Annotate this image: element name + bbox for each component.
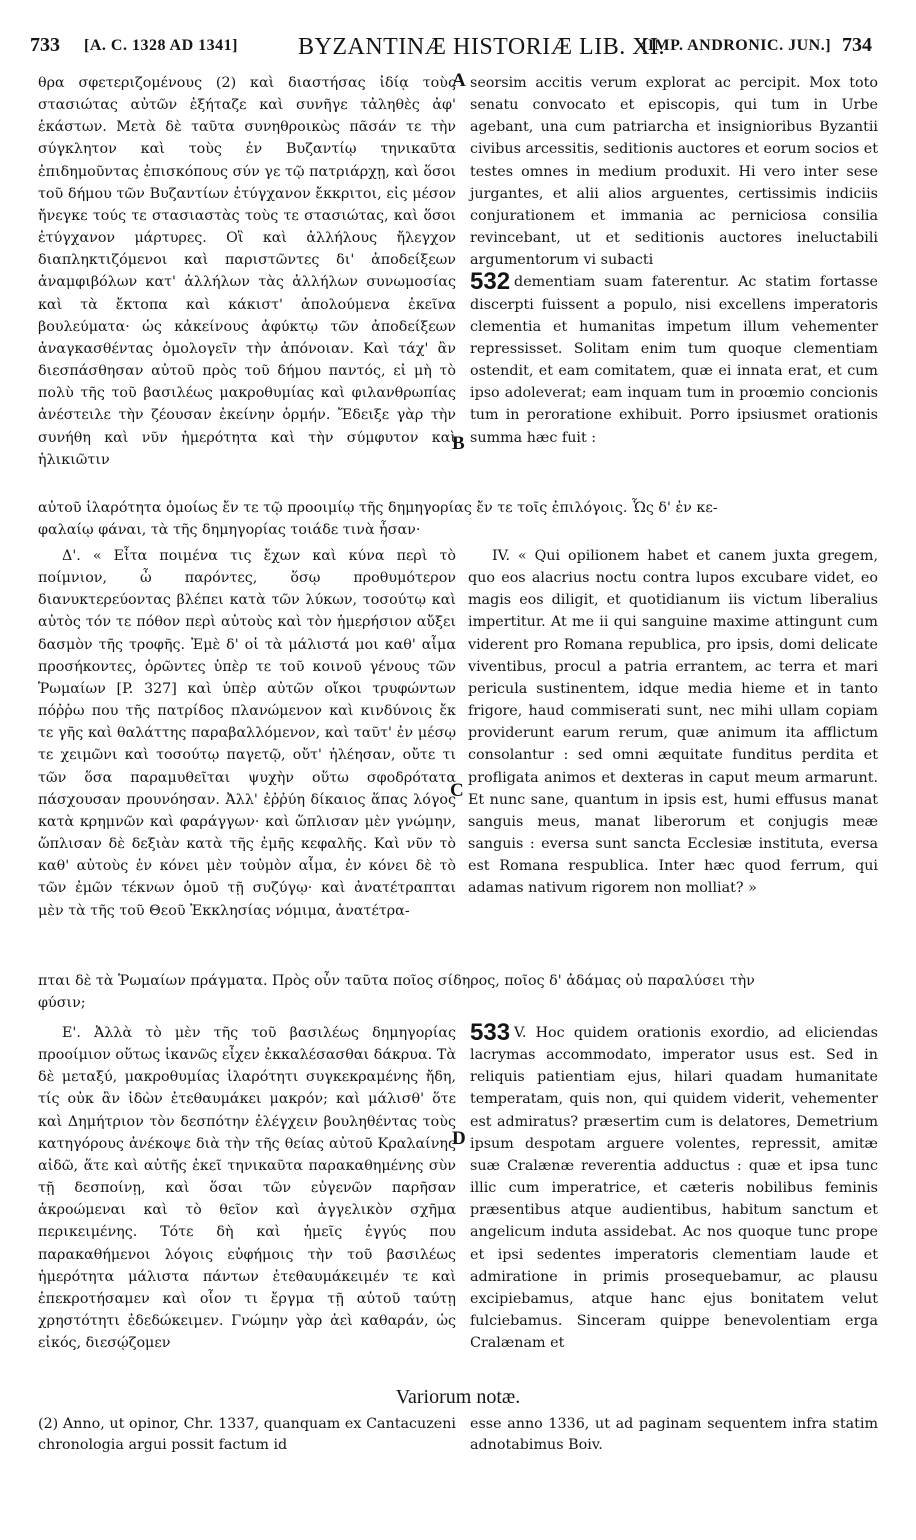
left-page-number: 733 [30,34,60,56]
notes-heading: Variorum notæ. [395,1386,521,1408]
running-header [30,32,890,62]
margin-letter-d: D [452,1128,466,1149]
margin-letter-c: C [450,780,464,801]
full-width-line: πται δὲ τὰ Ῥωμαίων πράγματα. Πρὸς οὖν ταῦτα ποῖος σίδηρος, ποῖος δ' ἀδάμας οὐ παραλύσει τὴν [38,973,755,989]
full-width-line: φύσιν; [38,995,86,1011]
greek-paragraph: θρα σφετεριζομένους (2) καὶ διαστήσας ἰδίᾳ τοὺς στασιώτας αὐτῶν ἐξήταζε καὶ συνῆγε τἀληθὲς ἀφ' ἑκάστων. Μετὰ δὲ ταῦτα συνηθροικὼς πᾶσάν τε τὴν σύγκλητον καὶ τοὺς ἐν Βυζαντίῳ τηνικαῦτα ἐπιδημοῦντας ἐπισκόπους σύν γε τῷ πατριάρχῃ, καὶ ὅσοι τοῦ δήμου τῶν Βυζαντίων ἐτύγχανον ἔκκριτοι, εἰς μέσον ἤνεγκε τούς τε στασιαστὰς τοὺς τε στασιώτας, καὶ ὅσοι ἐτύγχανον μάρτυρες. Οἳ καὶ ἀλλήλους ἤλεγχον διαπληκτιζόμενοι καὶ παριστῶντες δι' ἀποδείξεων ἀναμφιβόλων κατ' ἀλλήλων τὰς ἀλλήλων συνωμοσίας καὶ τὰ ἔκτοπα καὶ κάκιστ' ἀπολούμενα ἐκεῖνα βουλεύματα· ὡς κἀκείνους ἀφύκτῳ τῶν ἀποδείξεων ἀναγκασθέντας ὁμολογεῖν τὴν ἀπόνοιαν. Καὶ τάχ' ἂν διεσπάσθησαν αὐτοῦ πρὸς τοῦ δήμου παντός, εἰ μὴ τὸ πολὺ τῆς τοῦ βασιλέως μακροθυμίας καὶ φιλανθρωπίας ἀνέστειλε τὴν ζέουσαν ἐκείνην ὁρμήν. Ἔδειξε γὰρ τὴν συνήθη καὶ νῦν ἡμερότητα καὶ τὴν σύμφυτον καὶ ἡλικιῶτιν [38,75,456,468]
margin-letter-b: B [452,433,465,454]
latin-paragraph-continued: dementiam suam faterentur. Ac statim fortasse discerpti fuissent a populo, nisi excellens imperatoris clementia et humanitas impetum illum vehementer repressisset. Solitam enim tum quoque clementiam ostendit, et eam comitatem, quæ ei innata erat, et cum ipso adoleverat; eam inquam tum in proœmio concionis tum in peroratione exhibuit. Porro ipsiusmet orationis summa hæc fuit : [470,274,878,446]
latin-paragraph-v: V. Hoc quidem orationis exordio, ad eliciendas lacrymas accommodato, imperator usus est. Sed in reliquis patientiam ejus, hilari quadam humanitate temperatam, quis non, qui quidem viderit, vehementer est admiratus? præsertim cum is delatores, Demetrium ipsum despotam arguere volentes, repressit, amitæ suæ Cralænæ reverentia adductus : quæ et ipsa tunc illic cum imperatrice, et cæteris nobilibus feminis præsentibus atque audientibus, habitum sanctum et angelicum induta assidebat. Ac nos quoque tunc prope et ipsi sedentes imperatoris clementiam laude et admiratione in primis prosequebamur, ac plausu excipiebamus, atque hanc ejus bonitatem velut fulciebamus. Sinceram quippe benevolentiam erga Cralænam et [470,1025,878,1352]
greek-paragraph-iv: Δ'. « Εἶτα ποιμένα τις ἔχων καὶ κύνα περὶ τὸ ποίμνιον, ὦ παρόντες, ὅσῳ προθυμότερον διανυκτερεύοντας βλέπει κατὰ τῶν λύκων, τοσούτῳ καὶ αὐτὸς τόν τε πόθον περὶ αὐτοὺς καὶ τὸν ἡμερήσιον αὔξει δασμὸν τῆς τροφῆς. Ἐμὲ δ' οἱ τὰ μάλιστά μοι καθ' αἷμα προσήκοντες, ὁρῶντες ὑπὲρ τε τοῦ κοινοῦ γένους τῶν Ῥωμαίων [P. 327] καὶ ὑπὲρ αὐτῶν οἴκοι τρυφώντων πόῤῥω που τῆς πατρίδος πλανώμενον καὶ κινδύνοις ἔκ τε γῆς καὶ θαλάττης παραβαλλόμενον, καὶ ταῦτ' ἐν μέσῳ τε χειμῶνι καὶ τοσούτῳ παγετῷ, οὔτ' ἠλέησαν, οὔτε τι τῶν ὅσα παραμυθεῖται ψυχὴν οὕτω σφοδρότατα πάσχουσαν προυνόησαν. Ἀλλ' ἐῤῥύη δίκαιος ἅπας λόγος κατὰ κρημνῶν καὶ φαράγγων· καὶ ὥπλισαν μὲν γνώμην, ὥπλισαν δὲ δεξιὰν κατὰ τῆς ἐμῆς κεφαλῆς. Καὶ νῦν τὸ καθ' αὐτοὺς ἐν κόνει μὲν τοὐμὸν αἷμα, ἐν κόνει δὲ τὸ τῶν ἐμῶν τέκνων ὁμοῦ τῇ συζύγῳ· καὶ ἀνατέτραπται μὲν τὰ τῆς τοῦ Θεοῦ Ἐκκλησίας νόμιμα, ἀνατέτρα- [38,548,456,919]
header-title: BYZANTINÆ HISTORIÆ LIB. XI. [298,34,666,60]
latin-column-top [470,72,878,449]
greek-column-middle [38,545,456,922]
full-width-line: φαλαίῳ φάναι, τὰ τῆς δημηγορίας τοιάδε τινὰ ἦσαν· [38,522,421,538]
latin-column-middle [468,545,878,900]
page-marker-533: 533 [470,1019,511,1046]
footnote-right [470,1414,878,1456]
footnote-text: (2) Anno, ut opinor, Chr. 1337, quanquam ex Cantacuzeni chronologia argui possit factum id [38,1416,456,1453]
full-width-line: αὐτοῦ ἱλαρότητα ὁμοίως ἔν τε τῷ προοιμίῳ τῆς δημηγορίας ἔν τε τοῖς ἐπιλόγοις. Ὧς δ' ἐν κε- [38,500,718,516]
greek-column-top [38,72,456,471]
latin-column-bottom [470,1019,878,1354]
footnote-left [38,1414,456,1456]
latin-paragraph-iv: IV. « Qui opilionem habet et canem juxta gregem, quo eos alacrius noctu contra lupos excubare videt, eo magis eos diligit, et quotidianum iis victum liberalius impertitur. At me ii qui sanguine maxime attingunt cum viderent pro Romana republica, pro ipsis, domi delicate viventibus, procul a patria errantem, ac terra et mari pericula sustinentem, idque media hieme et in tanto frigore, haud commiserati sunt, nec mihi ullam copiam providerunt earum rerum, quæ animum ita afflictum consolantur : sed omni æquitate funditus perdita et profligata animos et dexteras in caput meum armarunt. Et nunc sane, quantum in ipsis est, humi effusus manat sanguis meus, manat liberorum et conjugis meæ sanguis : eversa sunt sancta Ecclesiæ instituta, eversa est Romana respublica. Inter hæc quod ferrum, qui adamas nativum rigorem non molliat? » [468,548,878,897]
right-page-number: 734 [842,34,872,56]
page-marker-532: 532 [470,268,511,296]
header-date-range: [A. C. 1328 AD 1341] [84,37,238,54]
margin-letter-a: A [452,70,466,91]
footnote-text-continued: esse anno 1336, ut ad paginam sequentem infra statim adnotabimus Boiv. [470,1416,878,1453]
latin-paragraph: seorsim accitis verum explorat ac percipit. Mox toto senatu convocato et episcopis, qui tum in Urbe agebant, una cum patriarcha et insignioribus Byzantii civibus arcessitis, seditionis auctores et eorum socios et testes omnes in medium produxit. Hi vero inter sese jurgantes, et alii alios arguentes, certissimis indiciis conjurationem et immania ac perniciosa consilia revincebant, ut et seditionis auctores ineluctabili argumentorum vi subacti [470,75,878,269]
greek-column-bottom [38,1022,456,1354]
greek-paragraph-v: Ε'. Ἀλλὰ τὸ μὲν τῆς τοῦ βασιλέως δημηγορίας προοίμιον οὕτως ἱκανῶς εἶχεν ἐκκαλέσασθαι δάκρυα. Τὰ δὲ μεταξύ, μακροθυμίας ἱλαρότητι συγκεκραμένης ἤδη, τίς οὐκ ἂν ἰδὼν ἐτεθαυμάκει μακρόν; καὶ μάλισθ' ὅτε καὶ Δημήτριον τὸν δεσπότην ἐλέγχειν βουληθέντας τοὺς κατηγόρους ἀνέκοψε διὰ τὴν τῆς θείας αὐτοῦ Κραλαίνης αἰδῶ, ἅτε καὶ αὐτῆς ἐκεῖ τηνικαῦτα παρακαθημένης σὺν τῇ δεσποίνῃ, καὶ ὅσαι τῶν εὐγενῶν παρῆσαν ἀκροώμεναι καὶ τὸ θεῖον καὶ ἀγγελικὸν σχῆμα περικειμένης. Τότε δὴ καὶ ἡμεῖς ἐγγύς που παρακαθήμενοι λόγοις εὐφήμοις τὴν τοῦ βασιλέως ἡμερότητα μάλιστα πάντων ἐτεθαυμάκειμέν τε καὶ ἐπεκροτήσαμεν καὶ οἷον τι ἔργμα τῇ αὐτοῦ ταύτῃ χρηστότητι ἐδεδώκειμεν. Γνώμην γὰρ ἀεὶ καθαράν, ὡς εἰκός, διεσῴζομεν [38,1025,456,1352]
header-emperor: [IMP. ANDRONIC. JUN.] [642,37,832,54]
